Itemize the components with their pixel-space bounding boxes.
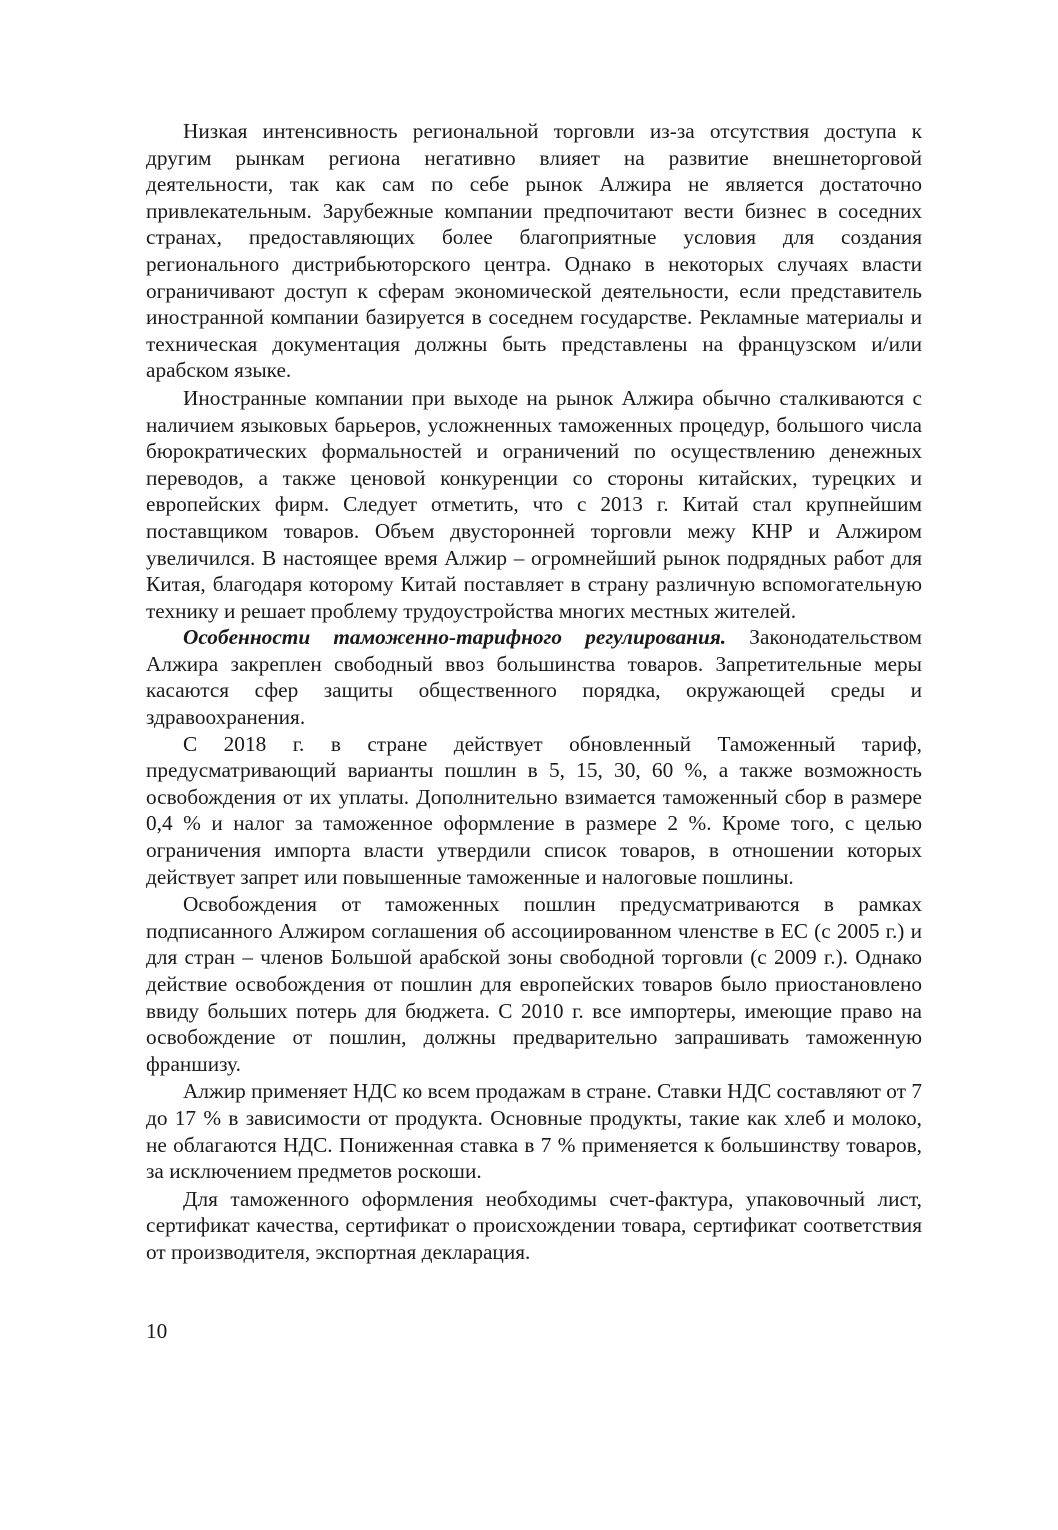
paragraph-regional-trade bbox=[146, 118, 922, 384]
paragraph-customs-documents bbox=[146, 1186, 922, 1266]
paragraph-text: С 2018 г. в стране действует обновленный Таможенный тариф, предусматривающий варианты пошлин в 5, 15, 30, 60 %, а также возможность освобождения от их уплаты. Дополнительно взимается таможенный сбор в размере 0,4 % и налог за таможенное оформление в размере 2 %. Кроме того, с целью ограничения импорта власти утвердили список товаров, в отношении которых действует запрет или повышенные таможенные и налоговые пошлины. bbox=[146, 731, 922, 889]
paragraph-text: Иностранные компании при выходе на рынок Алжира обычно сталкиваются с наличием языковых барьеров, усложненных таможенных процедур, большого числа бюрократических формальностей и ограничений по осуществлению денежных переводов, а также ценовой конкуренции со стороны китайских, турецких и европейских фирм. Следует отметить, что с 2013 г. Китай стал крупнейшим поставщиком товаров. Объем двусторонней торговли межу КНР и Алжиром увеличился. В настоящее время Алжир – огромнейший рынок подрядных работ для Китая, благодаря которому Китай поставляет в страну различную вспомогательную технику и решает проблему трудоустройства многих местных жителей. bbox=[146, 385, 922, 623]
paragraph-text: Алжир применяет НДС ко всем продажам в стране. Ставки НДС составляют от 7 до 17 % в зависимости от продукта. Основные продукты, такие как хлеб и молоко, не облагаются НДС. Пониженная ставка в 7 % применяется к большинству товаров, за исключением предметов роскоши. bbox=[146, 1079, 922, 1184]
page-body bbox=[146, 118, 922, 1266]
page-number: 10 bbox=[146, 1319, 168, 1343]
paragraph-foreign-companies bbox=[146, 385, 922, 624]
section-lead-heading: Особенности таможенно-тарифного регулирования. bbox=[183, 625, 727, 650]
paragraph-text: Для таможенного оформления необходимы счет-фактура, упаковочный лист, сертификат качества, сертификат о происхождении товара, сертификат соответствия от производителя, экспортная декларация. bbox=[146, 1186, 922, 1264]
paragraph-customs-regulation bbox=[146, 624, 922, 730]
paragraph-vat bbox=[146, 1078, 922, 1184]
paragraph-customs-tariff bbox=[146, 731, 922, 891]
paragraph-text: Законодательством Алжира закреплен свободный ввоз большинства товаров. Запретительные меры касаются сфер защиты общественного порядка, окружающей среды и здравоохранения. bbox=[146, 625, 922, 730]
paragraph-text: Низкая интенсивность региональной торговли из-за отсутствия доступа к другим рынкам региона негативно влияет на развитие внешнеторговой деятельности, так как сам по себе рынок Алжира не является достаточно привлекательным. Зарубежные компании предпочитают вести бизнес в соседних странах, предоставляющих более благоприятные условия для создания регионального дистрибьюторского центра. Однако в некоторых случаях власти ограничивают доступ к сферам экономической деятельности, если представитель иностранной компании базируется в соседнем государстве. Рекламные материалы и техническая документация должны быть представлены на французском и/или арабском языке. bbox=[146, 119, 922, 383]
paragraph-duty-exemptions bbox=[146, 891, 922, 1077]
paragraph-text: Освобождения от таможенных пошлин предусматриваются в рамках подписанного Алжиром соглашения об ассоциированном членстве в ЕС (с 2005 г.) и для стран – членов Большой арабской зоны свободной торговли (с 2009 г.). Однако действие освобождения от пошлин для европейских товаров было приостановлено ввиду больших потерь для бюджета. С 2010 г. все импортеры, имеющие право на освобождение от пошлин, должны предварительно запрашивать таможенную франшизу. bbox=[146, 892, 922, 1076]
